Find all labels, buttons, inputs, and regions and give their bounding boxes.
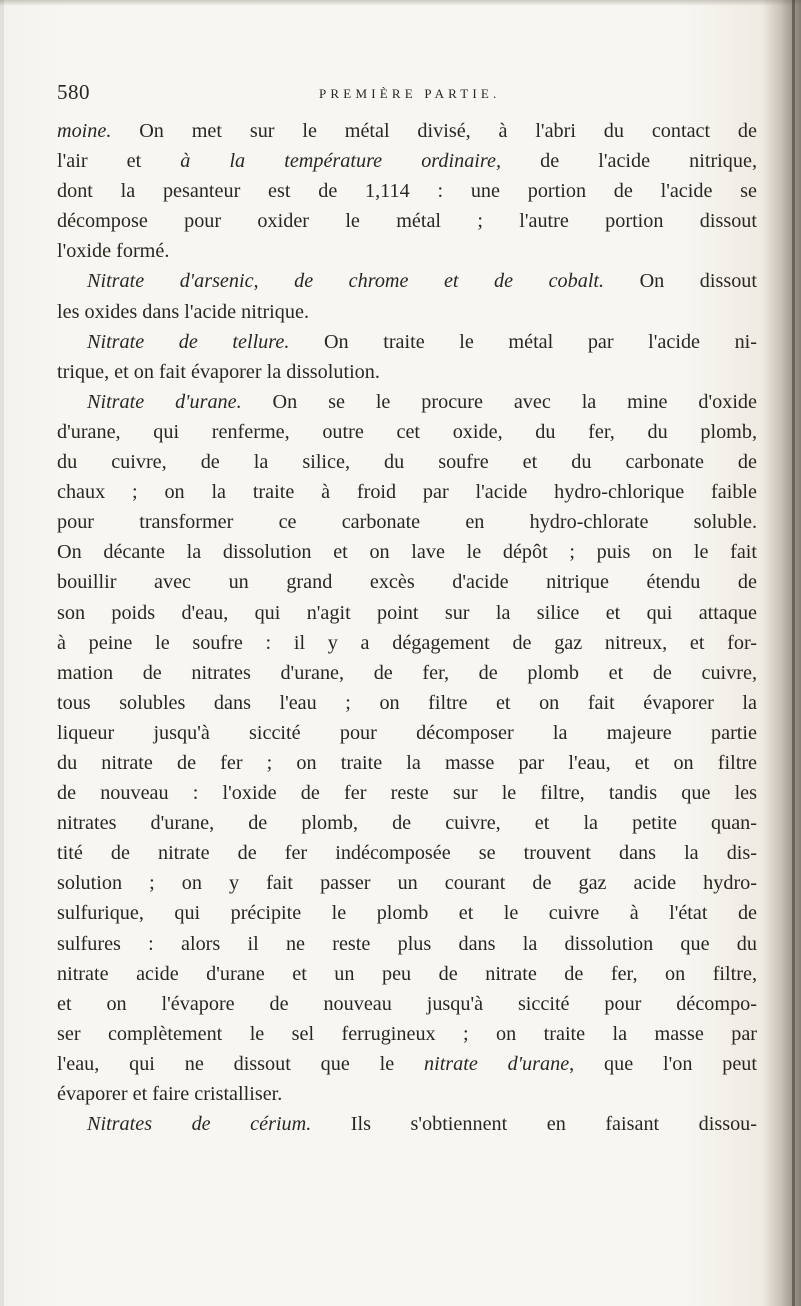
text-line <box>57 327 757 357</box>
text-line <box>57 236 757 266</box>
italic-text-segment: Nitrate de tellure. <box>87 330 290 353</box>
text-line <box>57 718 757 748</box>
text-segment: On traite le métal par l'acide ni- <box>289 330 757 353</box>
text-line <box>57 537 757 567</box>
text-segment: ser complètement le sel ferrugineux ; on traite la masse par <box>57 1022 757 1045</box>
text-segment: pour transformer ce carbonate en hydro-chlorate soluble. <box>57 511 757 534</box>
page-header <box>57 80 757 110</box>
text-line <box>57 567 757 597</box>
page-left-edge <box>0 0 4 1306</box>
text-segment: de nouveau : l'oxide de fer reste sur le filtre, tandis que les <box>57 782 757 805</box>
text-segment: , que l'on peut <box>569 1052 757 1075</box>
text-segment: de l'acide nitrique, <box>501 150 757 173</box>
text-line <box>57 387 757 417</box>
text-line <box>57 1079 757 1109</box>
text-segment: On dissout <box>604 270 757 293</box>
text-segment: solution ; on y fait passer un courant de gaz acide hydro- <box>57 872 757 895</box>
text-segment: les oxides dans l'acide nitrique. <box>57 300 309 323</box>
text-segment: d'urane, qui renferme, outre cet oxide, du fer, du plomb, <box>57 420 757 443</box>
text-line <box>57 297 757 327</box>
text-segment: son poids d'eau, qui n'agit point sur la silice et qui attaque <box>57 601 757 624</box>
running-head: PREMIÈRE PARTIE. <box>319 86 501 101</box>
text-line <box>57 1019 757 1049</box>
text-line <box>57 447 757 477</box>
text-segment: On décante la dissolution et on lave le dépôt ; puis on le fait <box>57 541 757 564</box>
text-segment: dont la pesanteur est de 1,114 : une portion de l'acide se <box>57 180 757 203</box>
italic-text-segment: Nitrates de cérium. <box>87 1113 312 1136</box>
text-line <box>57 206 757 236</box>
text-line <box>57 688 757 718</box>
text-line <box>57 357 757 387</box>
body-text <box>57 116 757 1139</box>
text-line <box>57 116 757 146</box>
text-line <box>57 748 757 778</box>
italic-text-segment: nitrate d'urane <box>424 1052 570 1075</box>
text-segment: et on l'évapore de nouveau jusqu'à siccité pour décompo- <box>57 992 757 1015</box>
text-line <box>57 1109 757 1139</box>
text-segment: liqueur jusqu'à siccité pour décomposer la majeure partie <box>57 721 757 744</box>
text-line <box>57 417 757 447</box>
text-segment: chaux ; on la traite à froid par l'acide hydro-chlorique faible <box>57 481 757 504</box>
text-segment: l'air et <box>57 150 181 173</box>
text-line <box>57 266 757 296</box>
text-line <box>57 146 757 176</box>
text-line <box>57 989 757 1019</box>
text-segment: mation de nitrates d'urane, de fer, de plomb et de cuivre, <box>57 661 757 684</box>
text-segment: nitrate acide d'urane et un peu de nitrate de fer, on filtre, <box>57 962 757 985</box>
text-line <box>57 1049 757 1079</box>
text-line <box>57 808 757 838</box>
text-segment: l'oxide formé. <box>57 240 170 263</box>
text-segment: bouillir avec un grand excès d'acide nitrique étendu de <box>57 571 757 594</box>
text-segment: On met sur le métal divisé, à l'abri du contact de <box>111 120 757 142</box>
text-line <box>57 929 757 959</box>
text-line <box>57 959 757 989</box>
text-line <box>57 477 757 507</box>
italic-text-segment: Nitrate d'arsenic, de chrome et de cobalt. <box>87 270 605 293</box>
text-line <box>57 838 757 868</box>
text-segment: du nitrate de fer ; on traite la masse par l'eau, et on filtre <box>57 751 757 774</box>
page-number: 580 <box>57 80 90 104</box>
text-line <box>57 176 757 206</box>
text-segment: trique, et on fait évaporer la dissolution. <box>57 360 380 383</box>
text-segment: l'eau, qui ne dissout que le <box>57 1052 424 1075</box>
text-line <box>57 898 757 928</box>
text-segment: Ils s'obtiennent en faisant dissou- <box>311 1113 758 1136</box>
text-segment: à peine le soufre : il y a dégagement de gaz nitreux, et for- <box>57 631 757 654</box>
text-segment: du cuivre, de la silice, du soufre et du carbonate de <box>57 451 757 474</box>
italic-text-segment: moine. <box>57 120 112 142</box>
text-segment: On se le procure avec la mine d'oxide <box>241 390 757 413</box>
text-segment: évaporer et faire cristalliser. <box>57 1083 283 1105</box>
text-segment: tité de nitrate de fer indécomposée se trouvent dans la dis- <box>57 842 757 865</box>
text-segment: sulfures : alors il ne reste plus dans la dissolution que du <box>57 932 757 955</box>
text-line <box>57 598 757 628</box>
text-segment: sulfurique, qui précipite le plomb et le cuivre à l'état de <box>57 902 757 925</box>
italic-text-segment: Nitrate d'urane. <box>87 390 242 413</box>
text-line <box>57 658 757 688</box>
text-segment: tous solubles dans l'eau ; on filtre et on fait évaporer la <box>57 691 757 714</box>
text-line <box>57 507 757 537</box>
book-spine-shadow <box>763 0 801 1306</box>
text-segment: nitrates d'urane, de plomb, de cuivre, et la petite quan- <box>57 812 757 835</box>
text-line <box>57 628 757 658</box>
italic-text-segment: à la température ordinaire, <box>180 150 502 173</box>
page-top-edge <box>0 0 801 6</box>
text-line <box>57 778 757 808</box>
text-line <box>57 868 757 898</box>
text-segment: décompose pour oxider le métal ; l'autre portion dissout <box>57 210 757 233</box>
